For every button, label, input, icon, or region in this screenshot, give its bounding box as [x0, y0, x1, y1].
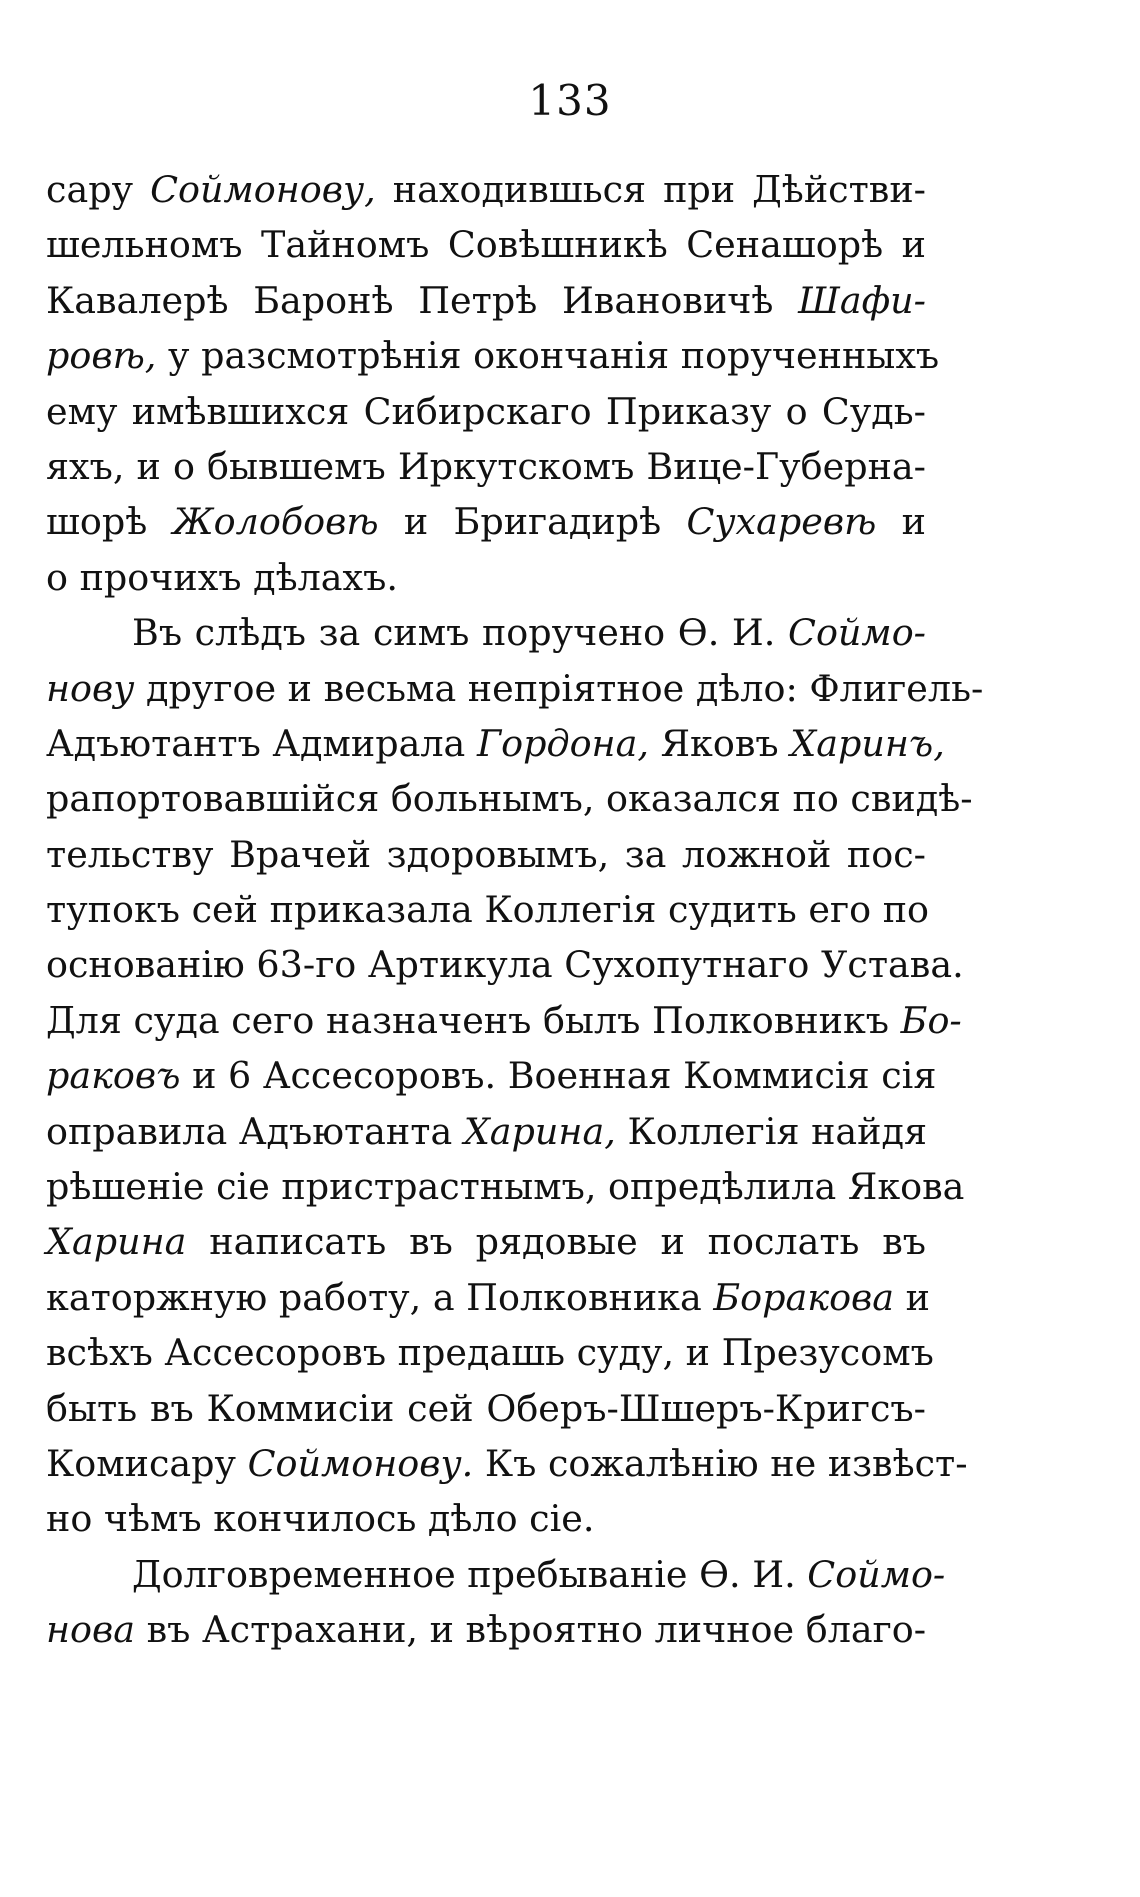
text-line — [46, 384, 926, 439]
text-line — [46, 162, 926, 217]
text-line — [46, 550, 926, 605]
italic-name: Харина, — [463, 1109, 616, 1153]
text-line — [46, 328, 940, 383]
text-run: Для суда сего назначенъ былъ Полковникъ — [46, 998, 901, 1042]
italic-name: нова — [46, 1608, 136, 1652]
italic-name: ровѣ, — [46, 334, 157, 378]
text-run: Къ сожалѣнію не извѣст- — [473, 1441, 968, 1485]
italic-name: Харина — [46, 1220, 187, 1264]
text-line — [46, 605, 926, 660]
text-run: рѣшеніе сіе пристрастнымъ, опредѣлила Якова — [46, 1165, 965, 1209]
text-line — [46, 882, 930, 937]
text-line — [46, 273, 926, 328]
text-run: основанію 63-го Артикула Сухопутнаго Устава. — [46, 943, 964, 987]
text-line — [46, 661, 984, 716]
paragraph — [46, 1547, 946, 1658]
text-run: и — [894, 1275, 930, 1319]
text-line — [46, 1547, 946, 1602]
text-run: быть въ Коммисіи сей Оберъ-Шшеръ-Кригсъ- — [46, 1386, 926, 1430]
paragraph — [46, 162, 940, 605]
italic-name: Соймо- — [788, 611, 926, 655]
italic-name: Боракова — [713, 1275, 895, 1319]
text-line — [46, 993, 962, 1048]
italic-name: Соймонову, — [150, 168, 376, 211]
italic-name: Соймо- — [807, 1552, 946, 1596]
text-run: яхъ, и о бывшемъ Иркутскомъ Вице-Губерна- — [46, 444, 926, 488]
text-line — [46, 827, 926, 882]
text-run: написать въ рядовые и послать въ — [186, 1220, 926, 1264]
text-run: тельству Врачей здоровымъ, за ложной пос- — [46, 832, 926, 876]
text-run: ему имѣвшихся Сибирскаго Приказу о Судь- — [46, 389, 926, 433]
text-line — [46, 771, 973, 826]
text-run: но чѣмъ кончилось дѣло сіе. — [46, 1497, 595, 1541]
page-number: 133 — [528, 76, 612, 125]
italic-name: раковъ — [46, 1054, 181, 1098]
text-line — [46, 494, 926, 549]
italic-name: Соймонову. — [247, 1441, 474, 1485]
text-run: и Бригадирѣ — [378, 500, 687, 544]
italic-name: Шафи- — [798, 278, 926, 322]
text-line — [46, 1270, 930, 1325]
text-run: въ Астрахани, и вѣроятно личное благо- — [135, 1608, 927, 1652]
text-run: шорѣ — [46, 500, 173, 544]
text-line — [46, 1214, 926, 1269]
text-run: находившься при Дѣйстви- — [375, 168, 926, 211]
italic-name: Бо- — [900, 998, 962, 1042]
text-run: шельномъ Тайномъ Совѣшникѣ Сенашорѣ и — [46, 223, 926, 267]
text-run: и — [876, 500, 926, 544]
text-run: другое и весьма непріятное дѣло: Флигель- — [134, 666, 984, 710]
text-run: Комисару — [46, 1441, 248, 1485]
text-line — [46, 1325, 934, 1380]
text-line — [46, 439, 926, 494]
text-run: у разсмотрѣнія окончанія порученныхъ — [156, 334, 940, 378]
italic-name: Сухаревѣ — [686, 500, 877, 544]
text-run: оправила Адъютанта — [46, 1109, 464, 1153]
text-line — [46, 937, 964, 992]
text-run: о прочихъ дѣлахъ. — [46, 555, 398, 599]
text-run: всѣхъ Ассесоровъ предашь суду, и Презусомъ — [46, 1331, 934, 1375]
paragraph — [46, 605, 984, 1547]
italic-name: Жолобовѣ — [172, 500, 379, 544]
text-run: каторжную работу, а Полковника — [46, 1275, 714, 1319]
text-run: Яковъ — [648, 721, 791, 765]
text-run: рапортовавшійся больнымъ, оказался по свидѣ- — [46, 777, 973, 821]
text-run: Коллегія найдя — [615, 1109, 927, 1153]
text-run: Долговременное пребываніе Ѳ. И. — [132, 1552, 808, 1596]
italic-name: Харинъ, — [790, 721, 945, 765]
text-run: и 6 Ассесоровъ. Военная Коммисія сія — [180, 1054, 937, 1098]
text-line — [46, 1602, 926, 1657]
text-line — [46, 1048, 937, 1103]
text-line — [46, 716, 945, 771]
italic-name: Гордона, — [476, 721, 649, 765]
text-run: Адъютантъ Адмирала — [46, 721, 477, 765]
text-run: тупокъ сей приказала Коллегія судить его по — [46, 888, 930, 932]
text-run: Кавалерѣ Баронѣ Петрѣ Ивановичѣ — [46, 278, 799, 322]
text-line — [46, 1491, 926, 1546]
italic-name: нову — [46, 666, 135, 710]
text-line — [46, 1381, 926, 1436]
text-line — [46, 1104, 926, 1159]
text-line — [46, 217, 926, 272]
text-line — [46, 1159, 965, 1214]
text-line — [46, 1436, 968, 1491]
body-text — [46, 162, 984, 1658]
text-run: Въ слѣдъ за симъ поручено Ѳ. И. — [132, 611, 789, 655]
text-run: сару — [46, 168, 151, 211]
